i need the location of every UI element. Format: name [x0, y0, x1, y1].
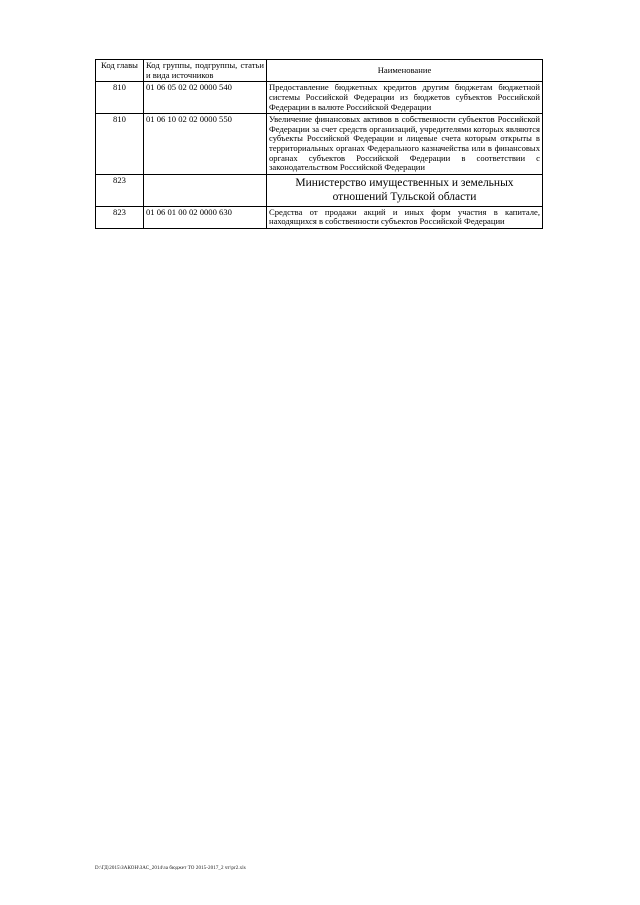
header-chapter-code: Код главы [96, 60, 144, 82]
source-code-cell: 01 06 01 00 02 0000 630 [144, 206, 267, 228]
source-code-cell: 01 06 05 02 02 0000 540 [144, 82, 267, 114]
name-cell: Средства от продажи акций и иных форм участия в капитале, находящихся в собственности субъектов Российской Федерации [267, 206, 543, 228]
chapter-code-cell: 810 [96, 114, 144, 175]
table-header-row [96, 60, 543, 82]
table-row-ministry [96, 174, 543, 206]
footer-file-path: D:\ГД\2015\ЗАКОН\ЗАС_2014\за бюджет ТО 2015-2017_2 чт\pr2.xls [95, 866, 246, 871]
chapter-code-cell: 823 [96, 174, 144, 206]
chapter-code-cell: 823 [96, 206, 144, 228]
ministry-name-cell: Министерство имущественных и земельных отношений Тульской области [267, 174, 543, 206]
sources-table [95, 59, 543, 229]
header-name: Наименование [267, 60, 543, 82]
chapter-code-cell: 810 [96, 82, 144, 114]
table-row [96, 82, 543, 114]
source-code-cell [144, 174, 267, 206]
name-cell: Увеличение финансовых активов в собственности субъектов Российской Федерации за счет средств организаций, учредителями которых являются субъекты Российской Федерации и лицевые счета которым открыты в территориальных органах Федерального казначейства или в финансовых органах субъектов Российской Федерации в соответствии с законодательством Российской Федерации [267, 114, 543, 175]
table-row [96, 114, 543, 175]
source-code-cell: 01 06 10 02 02 0000 550 [144, 114, 267, 175]
table-row [96, 206, 543, 228]
header-group-code: Код группы, подгруппы, статьи и вида источников [144, 60, 267, 82]
name-cell: Предоставление бюджетных кредитов другим бюджетам бюджетной системы Российской Федерации из бюджетов субъектов Российской Федерации в валюте Российской Федерации [267, 82, 543, 114]
